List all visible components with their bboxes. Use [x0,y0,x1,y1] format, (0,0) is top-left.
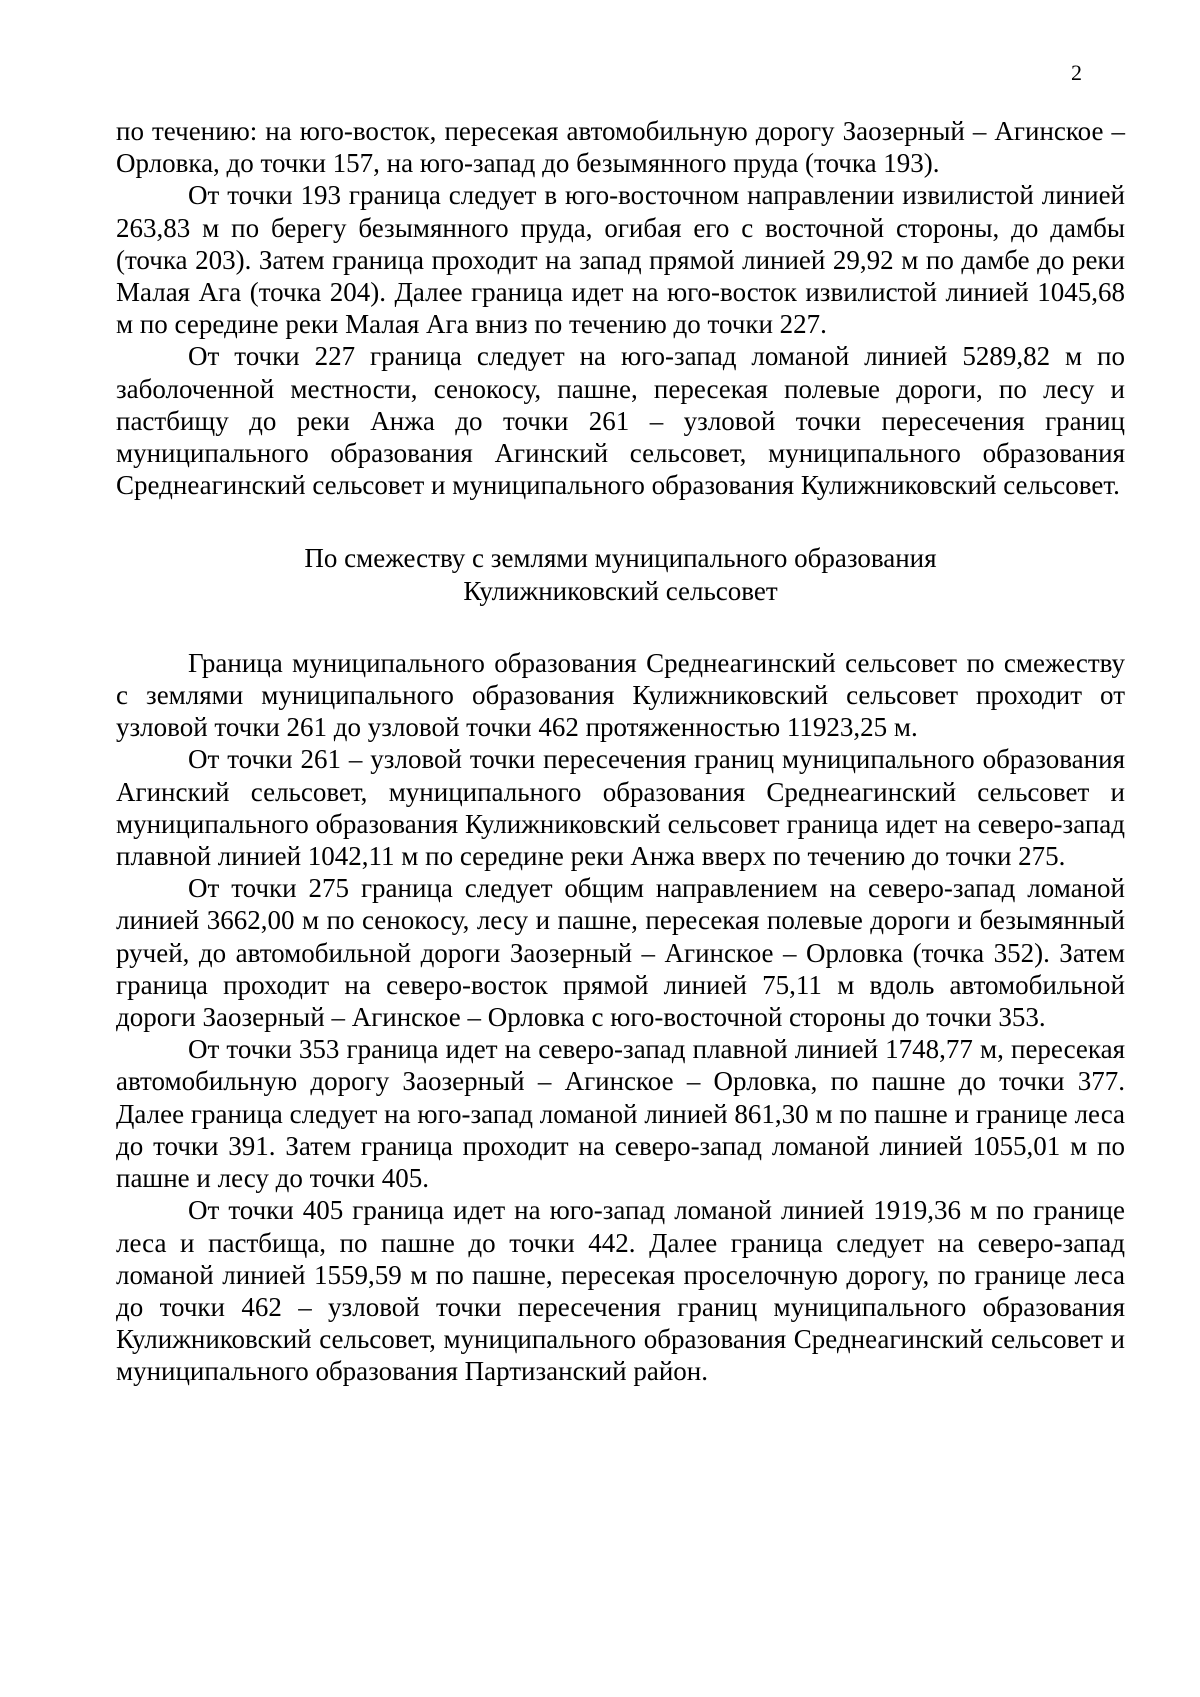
document-body [116,115,1125,1388]
paragraph: От точки 261 – узловой точки пересечения границ муниципального образования Агинский сельсовет, муниципального образования Среднеагинский сельсовет и муниципального образования Кулижниковский сельсовет граница идет на северо-запад плавной линией 1042,11 м по середине реки Анжа вверх по течению до точки 275. [116,744,1125,872]
paragraph: От точки 405 граница идет на юго-запад ломаной линией 1919,36 м по границе леса и пастбища, по пашне до точки 442. Далее граница следует на северо-запад ломаной линией 1559,59 м по пашне, пересекая проселочную дорогу, по границе леса до точки 462 – узловой точки пересечения границ муниципального образования Кулижниковский сельсовет, муниципального образования Среднеагинский сельсовет и муниципального образования Партизанский район. [116,1195,1125,1387]
section-heading-line: Кулижниковский сельсовет [463,575,778,606]
section-heading [116,542,1125,606]
paragraph: От точки 275 граница следует общим направлением на северо-запад ломаной линией 3662,00 м по сенокосу, лесу и пашне, пересекая полевые дороги и безымянный ручей, до автомобильной дороги Заозерный – Агинское – Орловка (точка 352). Затем граница проходит на северо-восток прямой линией 75,11 м вдоль автомобильной дороги Заозерный – Агинское – Орловка с юго-восточной стороны до точки 353. [116,873,1125,1033]
paragraph: От точки 353 граница идет на северо-запад плавной линией 1748,77 м, пересекая автомобильную дорогу Заозерный – Агинское – Орловка, по пашне до точки 377. Далее граница следует на юго-запад ломаной линией 861,30 м по пашне и границе леса до точки 391. Затем граница проходит на северо-запад ломаной линией 1055,01 м по пашне и лесу до точки 405. [116,1034,1125,1194]
paragraph: От точки 227 граница следует на юго-запад ломаной линией 5289,82 м по заболоченной местности, сенокосу, пашне, пересекая полевые дороги, по лесу и пастбищу до реки Анжа до точки 261 – узловой точки пересечения границ муниципального образования Агинский сельсовет, муниципального образования Среднеагинский сельсовет и муниципального образования Кулижниковский сельсовет. [116,341,1125,501]
paragraph: Граница муниципального образования Среднеагинский сельсовет по смежеству с землями муниципального образования Кулижниковский сельсовет проходит от узловой точки 261 до узловой точки 462 протяженностью 11923,25 м. [116,647,1125,743]
paragraph: От точки 193 граница следует в юго-восточном направлении извилистой линией 263,83 м по берегу безымянного пруда, огибая его с восточной стороны, до дамбы (точка 203). Затем граница проходит на запад прямой линией 29,92 м по дамбе до реки Малая Ага (точка 204). Далее граница идет на юго-восток извилистой линией 1045,68 м по середине реки Малая Ага вниз по течению до точки 227. [116,180,1125,340]
paragraph-continuation: по течению: на юго-восток, пересекая автомобильную дорогу Заозерный – Агинское – Орловка, до точки 157, на юго-запад до безымянного пруда (точка 193). [116,116,1125,179]
section-heading-line: По смежеству с землями муниципального образования [304,543,937,574]
page-number: 2 [1071,60,1082,85]
